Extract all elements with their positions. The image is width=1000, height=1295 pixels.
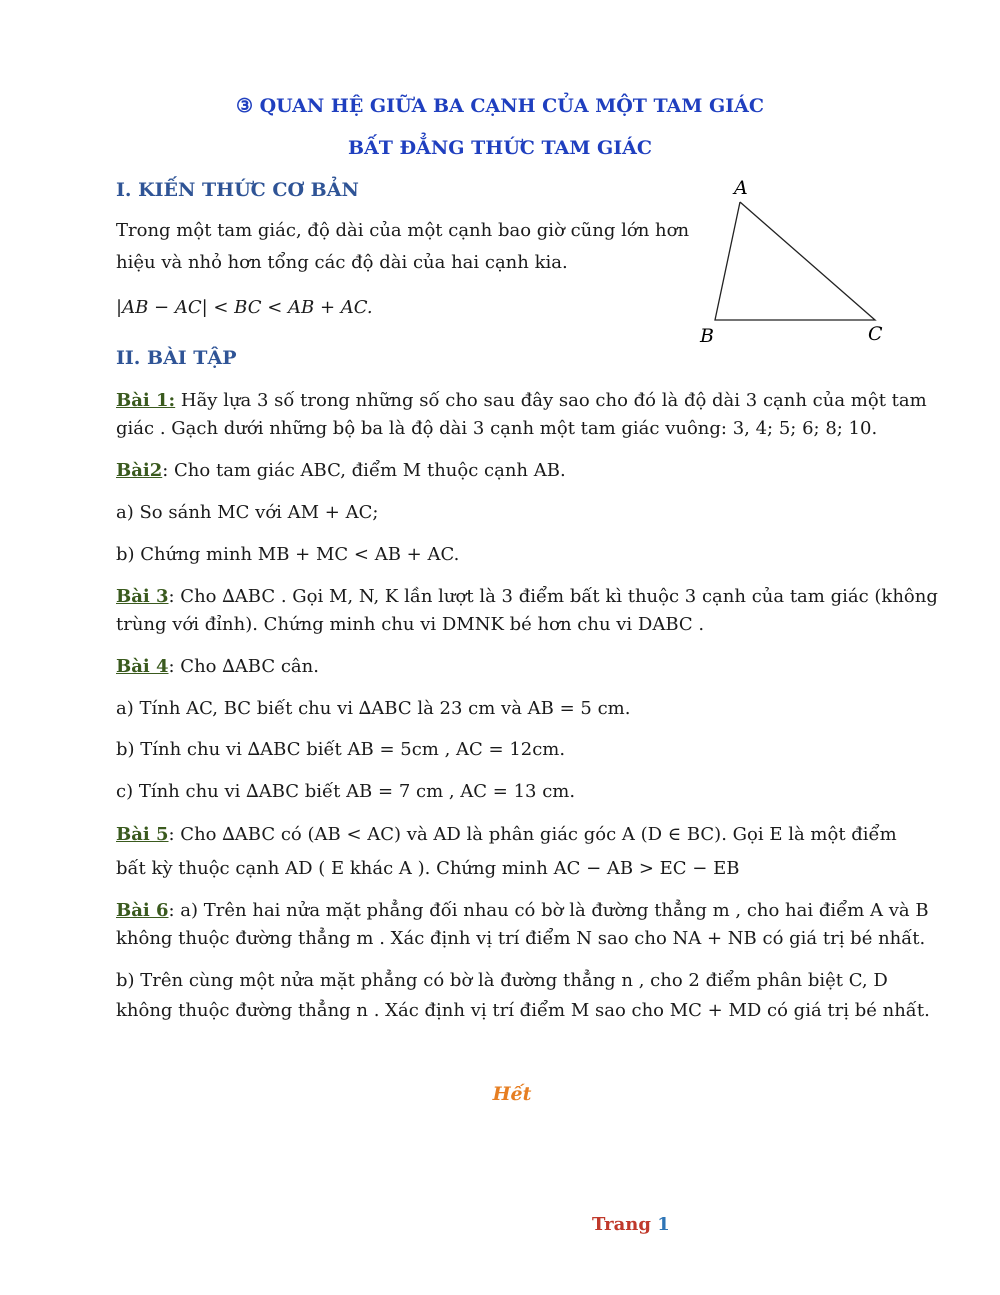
section-heading-theory: I. KIẾN THỨC CƠ BẢN — [116, 179, 359, 201]
exercise-5-text-1: : Cho ∆ABC có (AB < AC) và AD là phân giác góc A (D ∈ BC). Gọi E là một điểm — [168, 824, 897, 845]
page-footer — [592, 1214, 670, 1235]
theory-text-2: hiệu và nhỏ hơn tổng các độ dài của hai cạnh kia. — [116, 252, 568, 273]
exercise-5-label: Bài 5 — [116, 824, 169, 845]
vertex-label-b: B — [700, 325, 714, 347]
section-heading-exercises: II. BÀI TẬP — [116, 347, 237, 369]
exercise-1-text-1: Hãy lựa 3 số trong những số cho sau đây sao cho đó là độ dài 3 cạnh của một tam — [175, 390, 927, 411]
vertex-label-a: A — [734, 177, 748, 199]
title-line-1: ③ QUAN HỆ GIỮA BA CẠNH CỦA MỘT TAM GIÁC — [235, 95, 765, 117]
exercise-4-part-c: c) Tính chu vi ∆ABC biết AB = 7 cm , AC = 13 cm. — [116, 781, 576, 802]
exercise-1-line-1 — [116, 390, 927, 411]
exercise-2-label: Bài2 — [116, 460, 163, 481]
exercise-5-line-1 — [116, 824, 897, 845]
exercise-6-line-1 — [116, 900, 929, 921]
exercise-5-text-2: bất kỳ thuộc cạnh AD ( E khác A ). Chứng minh AC − AB > EC − EB — [116, 858, 740, 879]
exercise-6-part-b-2: không thuộc đường thẳng n . Xác định vị trí điểm M sao cho MC + MD có giá trị bé nhất. — [116, 1000, 930, 1021]
exercise-4-part-a: a) Tính AC, BC biết chu vi ∆ABC là 23 cm và AB = 5 cm. — [116, 698, 631, 719]
footer-page-word: Trang — [592, 1214, 651, 1235]
footer-page-number: 1 — [657, 1214, 670, 1235]
exercise-6-part-b-1: b) Trên cùng một nửa mặt phẳng có bờ là đường thẳng n , cho 2 điểm phân biệt C, D — [116, 970, 888, 991]
exercise-4-label: Bài 4 — [116, 656, 169, 677]
exercise-2-part-a: a) So sánh MC với AM + AC; — [116, 502, 379, 523]
title-line-2: BẤT ĐẲNG THỨC TAM GIÁC — [348, 137, 652, 159]
exercise-3-line-1 — [116, 586, 938, 607]
exercise-2-line-1 — [116, 460, 566, 481]
theory-text-1: Trong một tam giác, độ dài của một cạnh bao giờ cũng lớn hơn — [116, 220, 690, 241]
exercise-4-text-1: : Cho ∆ABC cân. — [168, 656, 319, 677]
triangle-figure — [690, 172, 900, 352]
exercise-2-part-b: b) Chứng minh MB + MC < AB + AC. — [116, 544, 460, 565]
exercise-1-label: Bài 1: — [116, 390, 176, 411]
exercise-3-text-1: : Cho ∆ABC . Gọi M, N, K lần lượt là 3 điểm bất kì thuộc 3 cạnh của tam giác (không — [168, 586, 938, 607]
exercise-4-line-1 — [116, 656, 319, 677]
exercise-1-text-2: giác . Gạch dưới những bộ ba là độ dài 3 cạnh một tam giác vuông: 3, 4; 5; 6; 8; 10. — [116, 418, 878, 439]
exercise-2-text-1: : Cho tam giác ABC, điểm M thuộc cạnh AB. — [162, 460, 566, 481]
exercise-3-text-2: trùng với đỉnh). Chứng minh chu vi DMNK bé hơn chu vi DABC . — [116, 614, 705, 635]
vertex-label-c: C — [868, 323, 883, 345]
exercise-3-label: Bài 3 — [116, 586, 169, 607]
exercise-6-label: Bài 6 — [116, 900, 169, 921]
triangle-inequality-formula: |AB − AC| < BC < AB + AC. — [116, 297, 373, 318]
end-mark: Hết — [492, 1083, 532, 1105]
exercise-6-text-2: không thuộc đường thẳng m . Xác định vị trí điểm N sao cho NA + NB có giá trị bé nhất. — [116, 928, 926, 949]
exercise-6-text-1: : a) Trên hai nửa mặt phẳng đối nhau có bờ là đường thẳng m , cho hai điểm A và B — [168, 900, 929, 921]
exercise-4-part-b: b) Tính chu vi ∆ABC biết AB = 5cm , AC = 12cm. — [116, 739, 566, 760]
triangle-outline — [715, 202, 875, 320]
